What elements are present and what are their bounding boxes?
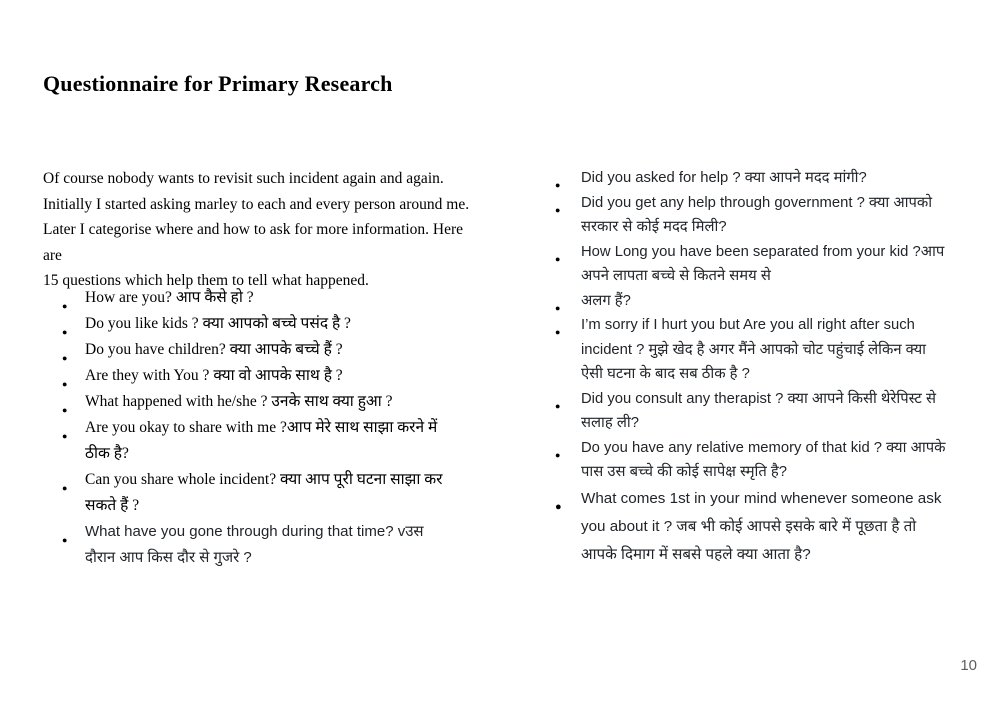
intro-line: Of course nobody wants to revisit such incident again and again. xyxy=(43,170,444,187)
question-hindi: क्या आपको सरकार से कोई मदद मिली? xyxy=(581,194,933,235)
question-english: What have you gone through during that time? v xyxy=(85,523,406,540)
question-english: Did you get any help through government ? xyxy=(581,194,869,211)
question-hindi: आप मेरे साथ साझा करने में ठीक है? xyxy=(85,419,438,462)
question-english: What comes 1st in your mind whenever someone ask you about it ? xyxy=(581,489,942,535)
question-item xyxy=(43,389,457,415)
question-item xyxy=(535,485,947,569)
page-number: 10 xyxy=(960,657,977,674)
question-item xyxy=(43,311,457,337)
intro-line: 15 questions which help them to tell what happened. xyxy=(43,272,369,289)
question-english: What happened with he/she ? xyxy=(85,393,272,410)
question-english: Do you have children? xyxy=(85,341,230,358)
question-english: Are they with You ? xyxy=(85,367,214,384)
question-hindi: क्या वो आपके साथ है ? xyxy=(213,367,343,384)
question-hindi: अलग हैं? xyxy=(581,292,631,309)
question-english: Do you like kids ? xyxy=(85,315,203,332)
intro-line: Later I categorise where and how to ask for more information. Here are xyxy=(43,221,464,264)
question-list-left xyxy=(43,285,457,571)
question-list-right xyxy=(535,166,947,569)
question-hindi: आप कैसे हो ? xyxy=(175,289,254,306)
question-hindi: जब भी कोई आपसे इसके बारे में पूछता है तो आपके दिमाग में सबसे पहले क्या आता है? xyxy=(581,517,917,563)
question-hindi: क्या आपने मदद मांगी? xyxy=(744,170,867,186)
question-english: Are you okay to share with me ? xyxy=(85,419,287,436)
intro-paragraph xyxy=(43,166,483,294)
question-english: How are you? xyxy=(85,289,176,306)
question-hindi: आप अपने लापता बच्चे से कितने समय से xyxy=(581,243,945,284)
question-hindi: मुझे खेद है अगर मैंने आपको चोट पहुंचाई लेकिन क्या ऐसी घटना के बाद सब ठीक है ? xyxy=(581,341,926,382)
question-hindi: क्या आपने किसी थेरेपिस्ट से सलाह ली? xyxy=(581,390,936,431)
question-item xyxy=(43,467,457,519)
question-item xyxy=(535,289,947,314)
question-item xyxy=(43,285,457,311)
question-english: Do you have any relative memory of that kid ? xyxy=(581,439,887,456)
question-hindi: उस दौरान आप किस दौर से गुजरे ? xyxy=(85,523,424,566)
page-title: Questionnaire for Primary Research xyxy=(43,71,393,96)
question-english: How Long you have been separated from your kid ? xyxy=(581,243,921,260)
question-item xyxy=(43,519,457,571)
question-english: Can you share whole incident? xyxy=(85,471,280,488)
question-hindi: क्या आपके बच्चे हैं ? xyxy=(229,341,343,358)
question-hindi: उनके साथ क्या हुआ ? xyxy=(271,393,393,410)
question-hindi: क्या आपको बच्चे पसंद है ? xyxy=(202,315,351,332)
question-item xyxy=(535,240,947,289)
question-item xyxy=(535,387,947,436)
intro-line: Initially I started asking marley to each and every person around me. xyxy=(43,195,470,213)
question-english: I’m sorry if I hurt you but Are you all right after such incident ? xyxy=(581,317,915,358)
question-item xyxy=(43,337,457,363)
question-item xyxy=(535,191,947,240)
question-item xyxy=(535,313,947,387)
question-item xyxy=(43,363,457,389)
question-hindi: क्या आप पूरी घटना साझा कर सकते हैं ? xyxy=(85,471,443,514)
question-item xyxy=(43,415,457,467)
question-item xyxy=(535,166,947,191)
question-item xyxy=(535,436,947,485)
question-english: Did you consult any therapist ? xyxy=(581,390,788,407)
question-english: Did you asked for help ? xyxy=(581,170,745,186)
question-hindi: क्या आपके पास उस बच्चे की कोई सापेक्ष स्मृति है? xyxy=(581,439,946,480)
